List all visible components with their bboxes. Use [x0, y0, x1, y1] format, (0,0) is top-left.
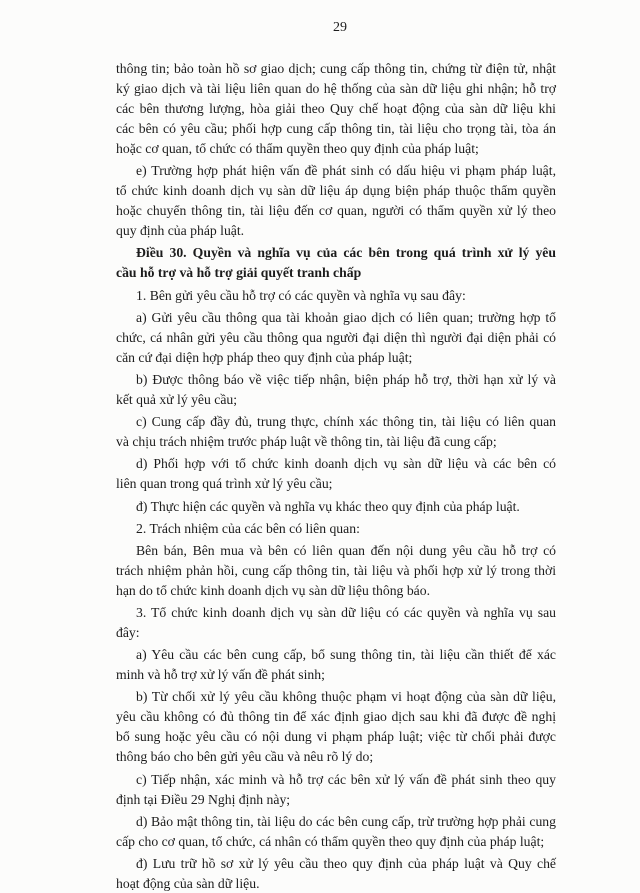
text-line: trách nhiệm phản hồi, cung cấp thông tin, tài liệu và phối hợp xử lý trong thời — [116, 562, 556, 578]
text-line: yêu cầu không có đủ thông tin để xác định giao dịch sau khi đã được đề nghị — [116, 709, 556, 725]
clause-1dd — [116, 497, 556, 517]
clause-2-intro — [116, 519, 556, 539]
text-line: a) Gửi yêu cầu thông qua tài khoản giao dịch có liên quan; trường hợp tổ — [136, 309, 556, 325]
text-line: a) Yêu cầu các bên cung cấp, bổ sung thông tin, tài liệu cần thiết để xác — [136, 647, 556, 663]
text-line: thông báo cho bên gửi yêu cầu và nêu rõ lý do; — [116, 749, 374, 765]
text-line: các bên thương lượng, hòa giải theo Quy chế hoạt động của sàn dữ liệu khi — [116, 101, 556, 116]
text-line: Bên bán, Bên mua và bên có liên quan đến nội dung yêu cầu hỗ trợ có — [136, 542, 556, 558]
clause-3b — [116, 687, 556, 767]
clause-3d — [116, 812, 556, 852]
page-number: 29 — [333, 20, 347, 35]
clause-1c — [116, 412, 556, 452]
text-line: hoặc chuyển thông tin, tài liệu đến cơ quan, người có thẩm quyền xử lý theo — [116, 203, 556, 219]
text-line: chức, cá nhân gửi yêu cầu thông qua người đại diện thì người đại diện phải có — [116, 329, 556, 345]
text-line: b) Từ chối xử lý yêu cầu không thuộc phạm vi hoạt động của sàn dữ liệu, — [136, 689, 556, 705]
paragraph-continuation — [116, 59, 556, 159]
clause-1d — [116, 454, 556, 494]
clause-1a — [116, 308, 556, 368]
clause-3dd — [116, 854, 556, 893]
text-line: hạn do tổ chức kinh doanh dịch vụ sàn dữ liệu thông báo. — [116, 582, 431, 598]
article-30-heading — [116, 243, 556, 283]
clause-3c — [116, 770, 556, 810]
clause-1-intro — [116, 286, 556, 306]
text-line: căn cứ đại diện hợp pháp theo quy định của pháp luật; — [116, 349, 413, 365]
text-line: quy định của pháp luật. — [116, 223, 245, 239]
text-line: d) Bảo mật thông tin, tài liệu do các bên cung cấp, trừ trường hợp phải cung — [136, 813, 556, 829]
text-line: 1. Bên gửi yêu cầu hỗ trợ có các quyền và nghĩa vụ sau đây: — [136, 287, 466, 303]
text-line: và chịu trách nhiệm trước pháp luật về thông tin, tài liệu đã cung cấp; — [116, 434, 497, 450]
text-line: hoặc cơ quan, tổ chức có thẩm quyền theo quy định của pháp luật; — [116, 141, 479, 156]
heading-line: cầu hỗ trợ và hỗ trợ giải quyết tranh chấp — [116, 265, 362, 281]
text-line: b) Được thông báo về việc tiếp nhận, biện pháp hỗ trợ, thời hạn xử lý và — [136, 371, 556, 387]
text-line: tổ chức kinh doanh dịch vụ sàn dữ liệu áp dụng biện pháp thuộc thẩm quyền — [116, 183, 556, 199]
clause-2-body — [116, 541, 556, 601]
text-line: ký giao dịch và tài liệu liên quan do hệ thống của sàn dữ liệu ghi nhận; hỗ trợ — [116, 81, 556, 96]
text-line: 3. Tổ chức kinh doanh dịch vụ sàn dữ liệu có các quyền và nghĩa vụ sau đây: — [116, 605, 556, 641]
text-line: d) Phối hợp với tổ chức kinh doanh dịch vụ sàn dữ liệu và các bên có — [136, 456, 556, 472]
text-line: c) Cung cấp đầy đủ, trung thực, chính xác thông tin, tài liệu có liên quan — [136, 414, 556, 430]
text-line: c) Tiếp nhận, xác minh và hỗ trợ các bên xử lý vấn đề phát sinh theo quy — [136, 771, 556, 787]
text-line: e) Trường hợp phát hiện vấn đề phát sinh có dấu hiệu vi phạm pháp luật, — [136, 163, 556, 179]
text-line: hoạt động của sàn dữ liệu. — [116, 876, 260, 891]
text-line: kết quả xử lý yêu cầu; — [116, 391, 238, 407]
text-line: các bên có yêu cầu; phối hợp cung cấp thông tin, tài liệu cho trọng tài, tòa án — [116, 121, 556, 136]
clause-1b — [116, 370, 556, 410]
text-line: đ) Lưu trữ hồ sơ xử lý yêu cầu theo quy định của pháp luật và Quy chế — [136, 856, 556, 871]
clause-e — [116, 161, 556, 241]
text-line: liên quan trong quá trình xử lý yêu cầu; — [116, 476, 333, 492]
clause-3-intro — [116, 603, 556, 643]
text-line: thông tin; bảo toàn hồ sơ giao dịch; cung cấp thông tin, chứng từ điện tử, nhật — [116, 61, 556, 76]
clause-3a — [116, 645, 556, 685]
text-line: định tại Điều 29 Nghị định này; — [116, 791, 291, 807]
text-line: cấp cho cơ quan, tổ chức, cá nhân có thẩm quyền theo quy định của pháp luật; — [116, 833, 545, 849]
heading-line: Điều 30. Quyền và nghĩa vụ của các bên trong quá trình xử lý yêu — [136, 245, 556, 261]
page-body — [116, 59, 556, 893]
text-line: đ) Thực hiện các quyền và nghĩa vụ khác theo quy định của pháp luật. — [136, 498, 520, 514]
text-line: bổ sung hoặc yêu cầu có nội dung vi phạm pháp luật; việc từ chối phải được — [116, 729, 556, 745]
text-line: 2. Trách nhiệm của các bên có liên quan: — [136, 520, 360, 536]
text-line: minh và hỗ trợ xử lý vấn đề phát sinh; — [116, 667, 325, 683]
